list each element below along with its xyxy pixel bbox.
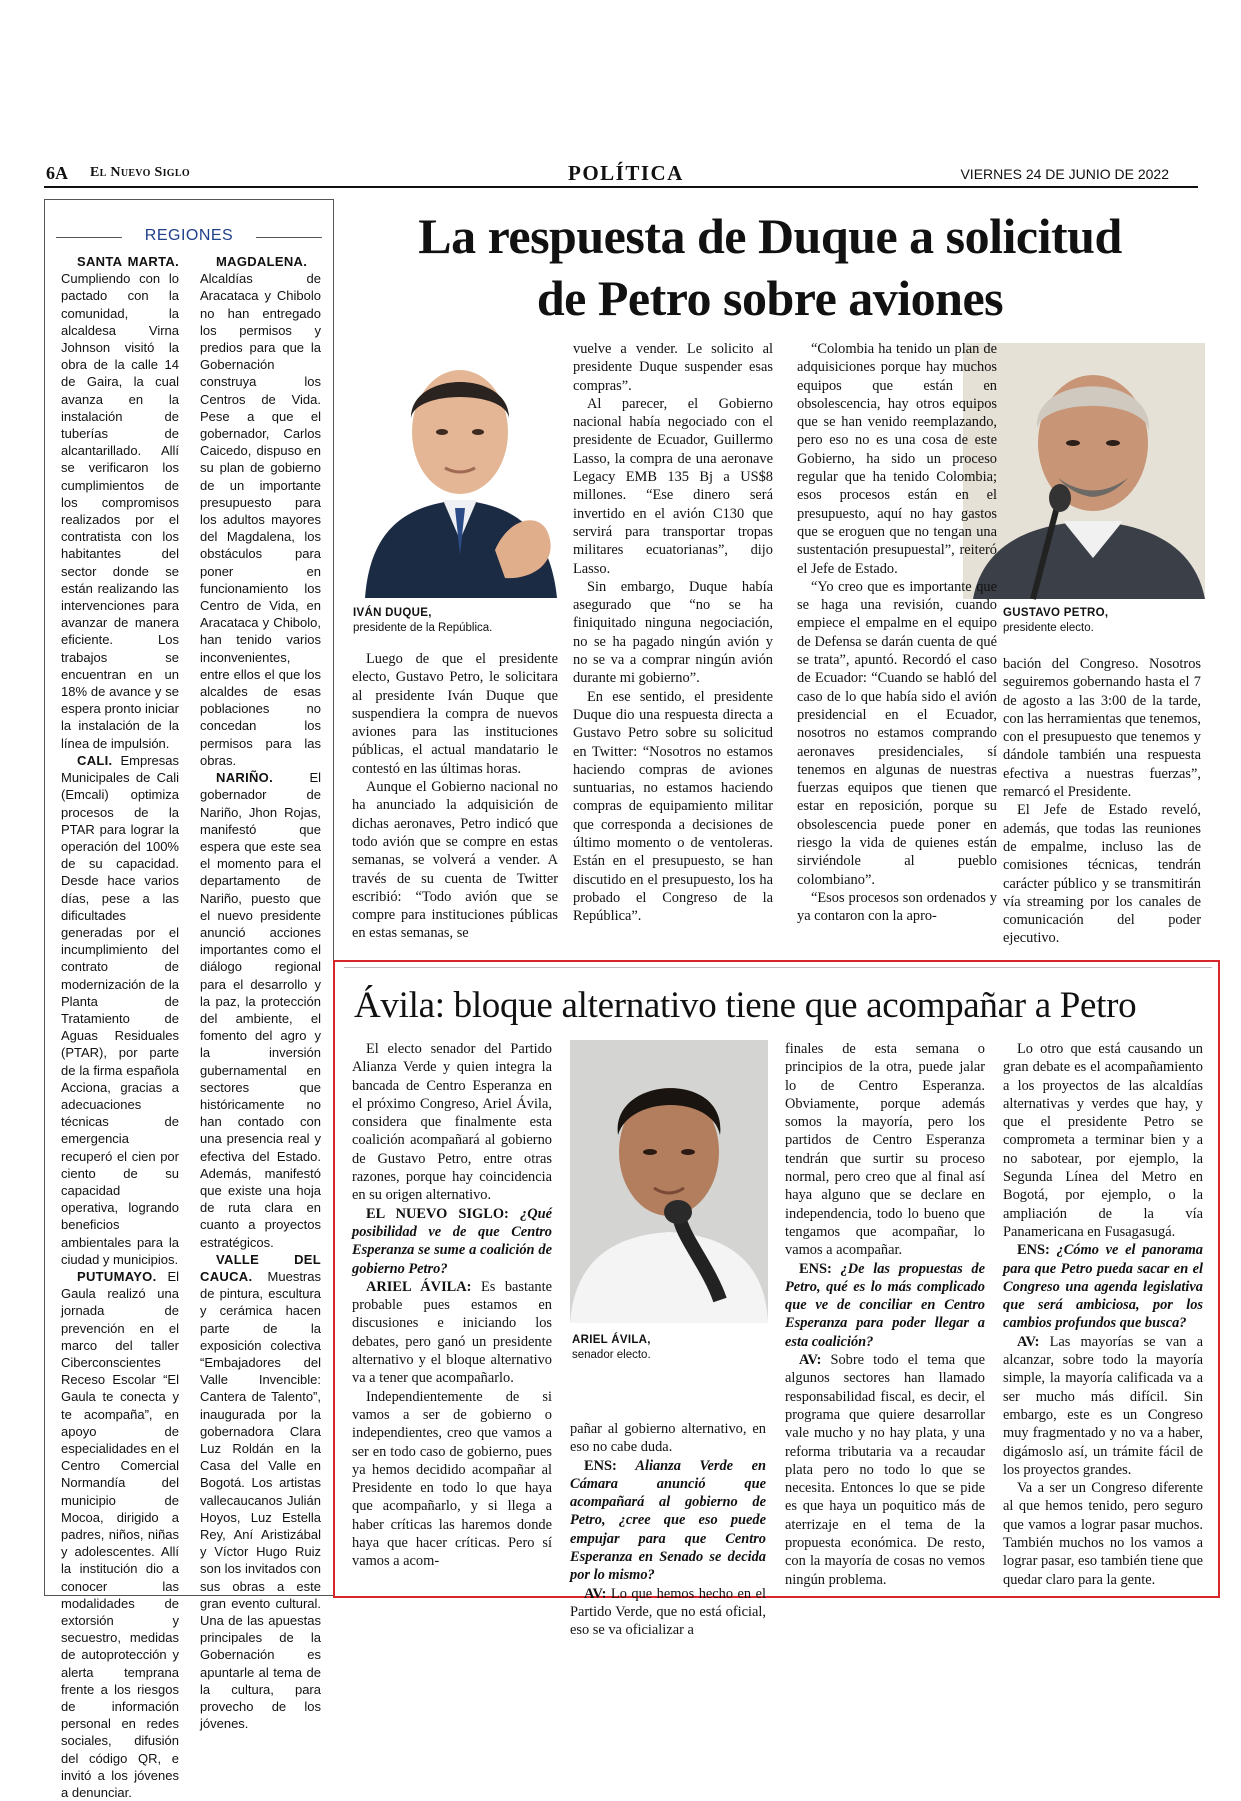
interview-question bbox=[352, 1205, 552, 1278]
region-item-santa-marta bbox=[61, 253, 179, 752]
interview-answer bbox=[785, 1351, 985, 1589]
paragraph: pañar al gobierno alternativo, en eso no cabe duda. bbox=[570, 1421, 766, 1456]
paragraph: Va a ser un Congreso diferente al que hemos tenido, pero seguro que vamos a lograr pasar muchos. También muchos no los vamos a lograr pasar, eso también tiene que quedar claro para la gente. bbox=[1003, 1480, 1204, 1588]
avila-column-4 bbox=[1003, 1040, 1203, 1588]
question-text: ¿De las propuestas de Petro, qué es lo más complicado que ve de conciliar en Centro Esperanza para poder llegar a esta coalición? bbox=[785, 1260, 985, 1350]
interview-question bbox=[1003, 1241, 1203, 1332]
page-number: 6A bbox=[46, 163, 68, 183]
petro-portrait-icon bbox=[963, 343, 1205, 599]
region-item-magdalena bbox=[200, 253, 321, 769]
section-name: POLÍTICA bbox=[568, 161, 684, 185]
regions-header bbox=[56, 227, 322, 247]
paragraph: Al parecer, el Gobierno nacional había negociado con el presidente de Ecuador, Guillermo Lasso, la compra de una aeronave Legacy EMB 135 Bj a US$8 millones. “Ese dinero será invertido en el avión C130 que servirá para transportar tropas militares ecuatorianas”, dijo Lasso. bbox=[573, 395, 773, 577]
paragraph: En ese sentido, el presidente Duque dio una respuesta directa a Gustavo Petro sobre su solicitud en Twitter: “Nosotros no estamos haciendo compras de aviones suntuarias, no estamos haciendo compras de equipamiento militar que corresponda a decisiones de último momento o de ventoleras. Están en el presupuesto, se han discutido en el presupuesto, los ha probado el Congreso de la República”. bbox=[573, 688, 773, 925]
question-speaker: ENS: bbox=[799, 1260, 832, 1277]
paragraph: bación del Congreso. Nosotros seguiremos gobernando hasta el 7 de agosto a las 3:00 de la tarde, con las herramientas que tenemos, con el presupuesto que tenemos y dándole también una respuesta efectiva a nuestras fuerzas”, remarcó el Presidente. bbox=[1003, 656, 1201, 801]
paragraph: Aunque el Gobierno nacional no ha anunciado la adquisición de dichas aeronaves, Petro indicó que todo avión que se compre en estas semanas, se volverá a vender. A través de su cuenta de Twitter escribió: “Todo avión que se compre para instituciones públicas en estas semanas, se bbox=[352, 779, 558, 942]
region-text: Cumpliendo con lo pactado con la comunidad, la alcaldesa Virna Johnson visitó la obra de la calle 14 de Gaira, la cual avanza en la instalación de tuberías de alcantarillado. Allí se verificaron los cumplimientos de los compromisos realizados por el contratista con los habitantes del sector donde se están realizando las intervenciones para avanzar de manera eficiente. Los trabajos se encuentran en un 18% de avance y se espera pronto iniciar la instalación de la línea de impulsión. bbox=[61, 271, 179, 751]
paragraph: Independientemente de si vamos a ser de gobierno o independientes, creo que vamos a ser en todo caso de gobierno, pues ya hemos decidido acompañar al Presidente en todo lo que haya que acompañarlo, y si llega a haber críticas las haremos donde haya que hacer críticas. Pero sí vamos a acom- bbox=[352, 1388, 552, 1570]
region-label: VALLE DEL CAUCA. bbox=[200, 1251, 321, 1284]
region-label: PUTUMAYO. bbox=[77, 1268, 157, 1284]
main-article-column-3 bbox=[797, 340, 997, 950]
region-item-putumayo bbox=[61, 1268, 179, 1801]
question-text: Alianza Verde en Cámara anunció que acompañará al gobierno de Petro, ¿cree que eso puede empujar para que Centro Esperanza en Senado se decida por lo mismo? bbox=[570, 1457, 766, 1584]
region-text: El Gaula realizó una jornada de prevención en el marco del taller Ciberconscientes Receso Escolar “El Gaula te conecta y te acompaña”, en apoyo de especialidades en el Centro Comercial Normandía del municipio de Mocoa, dirigido a padres, niños, niñas y adolescentes. Allí la institución dio a conocer las modalidades de extorsión y secuestro, medidas de autoprotección y alerta temprana frente a los riesgos de información personal en redes sociales, difusión del código QR, e invitó a los jóvenes a denunciar. bbox=[61, 1268, 179, 1801]
petro-caption-name: GUSTAVO PETRO, bbox=[1003, 607, 1109, 619]
question-text: ¿Qué posibilidad ve de que Centro Esperanza se sume a coalición de gobierno Petro? bbox=[352, 1205, 552, 1277]
avila-top-rule bbox=[344, 967, 1212, 968]
main-headline-line-1: La respuesta de Duque a solicitud bbox=[418, 208, 1122, 264]
question-speaker: ENS: bbox=[1017, 1242, 1050, 1259]
avila-column-2 bbox=[570, 1420, 766, 1639]
main-article-column-2 bbox=[573, 340, 773, 950]
avila-caption-name: ARIEL ÁVILA, bbox=[572, 1334, 651, 1346]
interview-answer bbox=[1003, 1333, 1203, 1479]
question-text: ¿Cómo ve el panorama para que Petro pueda sacar en el Congreso una agenda legislativa que será ambiciosa, por los cambios profundos que busca? bbox=[1003, 1242, 1203, 1332]
main-headline bbox=[360, 205, 1180, 329]
header-rule bbox=[44, 186, 1198, 188]
avila-caption-role: senador electo. bbox=[572, 1349, 651, 1361]
regions-left-column bbox=[61, 253, 179, 1801]
region-item-valle bbox=[200, 1251, 321, 1733]
newspaper-name: El Nuevo Siglo bbox=[90, 165, 190, 180]
regions-right-column bbox=[200, 253, 321, 1732]
paragraph: El electo senador del Partido Alianza Verde y quien integra la bancada de Centro Esperanza en el próximo Congreso, Ariel Ávila, considera que finalmente esta coalición acompañará al gobierno de Gustavo Petro, entre otras razones, porque hay coincidencia en su origen alternativo. bbox=[352, 1041, 552, 1204]
avila-caption bbox=[572, 1333, 772, 1363]
paragraph: vuelve a vender. Le solicito al presidente Duque suspender esas compras”. bbox=[573, 341, 773, 394]
petro-caption-role: presidente electo. bbox=[1003, 622, 1094, 634]
interview-question bbox=[785, 1260, 985, 1351]
answer-text: Las mayorías se van a alcanzar, sobre todo la mayoría simple, la mayoría calificada va a ser mucho más difícil. Sin embargo, este es un Congreso muy fragmentado y no va a haber, digámoslo así, un trámite fácil de los proyectos grandes. bbox=[1003, 1333, 1203, 1478]
answer-speaker: ARIEL ÁVILA: bbox=[366, 1278, 472, 1295]
main-article-column-4 bbox=[1003, 655, 1201, 955]
main-article-column-1 bbox=[352, 650, 558, 950]
interview-answer bbox=[352, 1278, 552, 1388]
region-text: Alcaldías de Aracataca y Chibolo no han entregado los permisos y predios para que la Gobernación construya los Centros de Vida. Pese a que el gobernador, Carlos Caicedo, dispuso en su plan de gobierno de un importante presupuesto para los adultos mayores del Magdalena, los obstáculos para poner en funcionamiento los Centro de Vida, en Aracataca y Chibolo, han tenido varios inconvenientes, entre ellos el que los alcaldes de esas poblaciones no concedan los permisos para las obras. bbox=[200, 271, 321, 768]
answer-text: Lo que hemos hecho en el Partido Verde, que no está oficial, eso se va oficializar a bbox=[570, 1585, 766, 1639]
regions-title: REGIONES bbox=[144, 227, 234, 244]
answer-text: Sobre todo el tema que algunos sectores han llamado responsabilidad fiscal, es decir, el programa que quiere desarrollar vale mucho y no hay plata, y una reforma tributaria va a recaudar plata pero no todo lo que se necesita. Entonces lo que se pide es que haya un poquitico más de aterrizaje en el tema de la propuesta económica. De resto, con la mayoría de cosas no vemos ningún problema. bbox=[785, 1352, 985, 1588]
duque-photo bbox=[345, 340, 575, 598]
paragraph: Lo otro que está causando un gran debate es el acompañamiento a los proyectos de las alcaldías alternativas y verdes que hay, y que el presidente Petro se comprometa a terminar bien y a no sabotear, por ejemplo, la Segunda Línea del Metro en Bogotá, por ejemplo, o la ampliación de la vía Panamericana en Fusagasugá. bbox=[1003, 1041, 1203, 1240]
avila-portrait-icon bbox=[570, 1040, 768, 1323]
duque-caption bbox=[353, 606, 553, 636]
region-text: Muestras de pintura, escultura y cerámica hacen parte de la exposición colectiva “Embajadores del Valle Invencible: Cantera de Talento”, inaugurada por la gobernadora Clara Luz Roldán en la Casa del Valle en Bogotá. Los artistas vallecaucanos Julián Hoyos, Luz Estella Rey, Aní Aristizábal y Víctor Hugo Ruiz son los invitados con sus obras a este gran evento cultural. Una de las apuestas principales de la Gobernación es apuntarle al tema de la cultura, para provecho de los jóvenes. bbox=[200, 1268, 321, 1732]
issue-date: VIERNES 24 DE JUNIO DE 2022 bbox=[960, 166, 1169, 182]
paragraph: Luego de que el presidente electo, Gustavo Petro, le solicitara al presidente Iván Duque que suspendiera la compra de nuevos aviones para las instituciones públicas, el actual mandatario le contestó en las últimas horas. bbox=[352, 651, 558, 777]
paragraph: finales de esta semana o principios de la otra, puede jalar lo de Centro Esperanza. Obviamente, porque además somos la mayoría, pero los partidos de Centro Esperanza tendrán que surtir su proceso normal, pero creo que al final así haya alguno que se declare en independencia, todo lo bueno que tengamos que acompañar, lo vamos a acompañar. bbox=[785, 1041, 985, 1259]
petro-caption bbox=[1003, 606, 1203, 636]
duque-portrait-icon bbox=[345, 340, 575, 598]
duque-caption-role: presidente de la República. bbox=[353, 622, 493, 634]
answer-speaker: AV: bbox=[1017, 1333, 1040, 1350]
region-label: MAGDALENA. bbox=[216, 254, 308, 269]
paragraph: “Esos procesos son ordenados y ya contaron con la apro- bbox=[797, 889, 997, 925]
avila-column-3 bbox=[785, 1040, 985, 1588]
interview-answer bbox=[570, 1585, 766, 1640]
avila-column-1 bbox=[352, 1040, 552, 1588]
region-text: El gobernador de Nariño, Jhon Rojas, manifestó que espera que este sea el momento para el departamento de Nariño, puesto que el nuevo presidente anunció acciones importantes como el diálogo regional para el desarrollo y la paz, la protección del ambiente, el fomento del agro y la inversión gubernamental en sectores que históricamente no han contado con una presencia real y efectiva del Estado. Además, manifestó que existe una hoja de ruta clara en cuanto a proyectos estratégicos. bbox=[200, 770, 321, 1250]
paragraph: “Yo creo que es importante que se haga una revisión, cuando empiece el empalme en el equipo de Defensa se darán cuenta de qué se trata”, apuntó. Recordó el caso de Ecuador: “Cuando se habló del caso de lo que había sido el avión presidencial en el Ecuador, nosotros no estamos comprando aeronaves presidenciales, sí tenemos en algunas de nuestras fuerzas equipos que tienen que estar en reposición, porque su obsolescencia puede poner en riesgo la vida de quienes están sirviéndole al pueblo colombiano”. bbox=[797, 578, 997, 888]
paragraph: El Jefe de Estado reveló, además, que todas las reuniones de empalme, incluso las de comisiones técnicas, tendrán carácter público y se transmitirán vía streaming por los canales de comunicación del poder ejecutivo. bbox=[1003, 802, 1201, 947]
region-item-narino bbox=[200, 769, 321, 1251]
region-item-cali bbox=[61, 752, 179, 1268]
region-label: NARIÑO. bbox=[216, 770, 273, 786]
region-label: SANTA MARTA. bbox=[77, 254, 179, 269]
interview-question bbox=[570, 1457, 766, 1585]
answer-text: Es bastante probable pues estamos en discusiones e iniciando los debates, pero ganó un presidente alternativo y el bloque alternativo va a tener que acompañarlo. bbox=[352, 1278, 552, 1387]
main-headline-line-2: de Petro sobre aviones bbox=[536, 270, 1004, 326]
paragraph: “Colombia ha tenido un plan de adquisiciones porque hay muchos equipos que están en obsolescencia, hay otros equipos que se han venido reemplazando, pero eso no es una cosa de este Gobierno, ha sido un proceso regular que ha tenido Colombia; esos procesos están en el presupuesto, aquí no hay gastos que se eroguen que no tengan una sustentación presupuestal”, reiteró el Jefe de Estado. bbox=[797, 341, 997, 577]
petro-photo bbox=[963, 343, 1205, 599]
paragraph: Sin embargo, Duque había asegurado que “no se ha finiquitado ninguna negociación, no se ha pagado ningún avión y no se va a comprar ningún avión durante mi gobierno”. bbox=[573, 578, 773, 687]
question-speaker: EL NUEVO SIGLO: bbox=[366, 1205, 509, 1222]
question-speaker: ENS: bbox=[584, 1457, 617, 1474]
regions-title-rule-right bbox=[256, 237, 322, 238]
duque-caption-name: IVÁN DUQUE, bbox=[353, 607, 432, 619]
region-label: CALI. bbox=[77, 752, 113, 768]
answer-speaker: AV: bbox=[799, 1352, 822, 1369]
avila-photo bbox=[570, 1040, 768, 1323]
avila-headline: Ávila: bloque alternativo tiene que acompañar a Petro bbox=[354, 985, 1137, 1026]
answer-speaker: AV: bbox=[584, 1585, 607, 1602]
region-text: Empresas Municipales de Cali (Emcali) optimiza procesos de la PTAR para lograr la operación del 100% de su capacidad. Desde hace varios días, pese a las dificultades generadas por el incumplimiento del contrato de modernización de la Planta de Tratamiento de Aguas Residuales (PTAR), por parte de la firma española Acciona, gracias a adecuaciones técnicas de emergencia recuperó el cien por ciento de su capacidad operativa, logrando beneficios ambientales para la ciudad y municipios. bbox=[61, 752, 179, 1267]
